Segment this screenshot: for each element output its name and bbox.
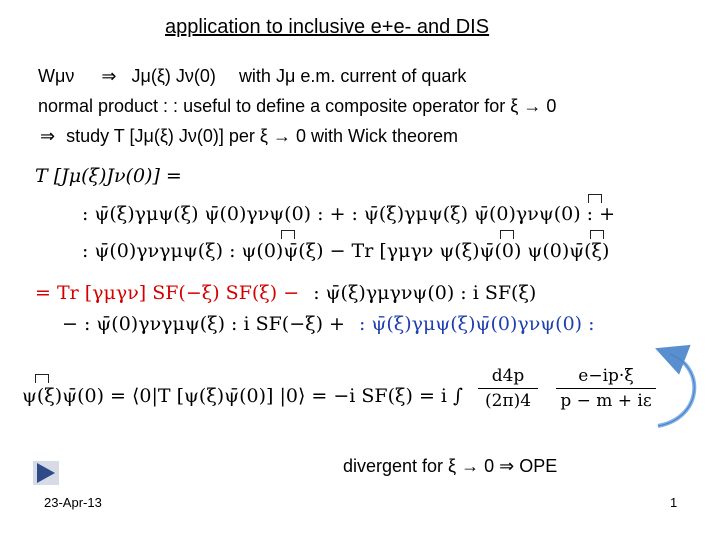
propagator-term-2: − : ψ̄(0)γνγμψ(ξ) : i SF(−ξ) + xyxy=(62,313,345,335)
equation-line-2: : ψ̄(ξ)γμψ(ξ) ψ̄(0)γνψ(0) : + : ψ̄(ξ)γμψ(ξ) ψ̄(0)γνψ(0) : + xyxy=(82,203,616,225)
fraction-1-denominator: (2π)4 xyxy=(478,388,538,411)
implies-arrow-2: ⇒ xyxy=(40,126,56,146)
trace-term: = Tr [γμγν] SF(−ξ) SF(ξ) − xyxy=(35,282,300,304)
equation-line-3: : ψ̄(0)γνγμψ(ξ) : ψ(0)ψ̄(ξ) − Tr [γμγν ψ(ξ)ψ̄(0) ψ(0)ψ̄(ξ) xyxy=(82,240,610,262)
fraction-2-denominator: p − m + iε xyxy=(556,388,656,411)
contraction-bracket xyxy=(281,230,295,239)
implies-arrow: ⇒ xyxy=(101,66,117,86)
current-product: Jμ(ξ) Jν(0) xyxy=(131,66,216,86)
divergent-note: divergent for ξ → 0 ⇒ OPE xyxy=(343,456,558,476)
propagator-term: : ψ̄(ξ)γμγνψ(0) : i SF(ξ) xyxy=(313,282,537,304)
contraction-bracket xyxy=(500,230,514,239)
fraction-1 xyxy=(478,366,538,411)
line-normal-product: normal product : : useful to define a composite operator for ξ → 0 xyxy=(38,96,557,116)
footer-date: 23-Apr-13 xyxy=(44,495,102,510)
line-wmunu xyxy=(38,66,466,87)
equation-line-5 xyxy=(62,313,595,335)
contraction-bracket xyxy=(35,374,49,383)
contraction-bracket xyxy=(590,230,604,239)
fraction-1-numerator: d4p xyxy=(491,366,525,386)
fraction-2-numerator: e−ip·ξ xyxy=(578,366,634,386)
slide-title: application to inclusive e+e- and DIS xyxy=(165,16,490,38)
contraction-bracket xyxy=(588,194,602,203)
equation-t-product: T [Jμ(ξ)Jν(0)] = xyxy=(35,165,182,187)
line-study xyxy=(40,126,458,147)
w-tensor: Wμν xyxy=(38,66,75,86)
current-description: with Jμ e.m. current of quark xyxy=(238,66,467,86)
study-text: study T [Jμ(ξ) Jν(0)] per ξ → 0 with Wick theorem xyxy=(66,126,459,146)
normal-ordered-term: : ψ̄(ξ)γμψ(ξ)ψ̄(0)γνψ(0) : xyxy=(359,313,595,335)
curved-arrow-icon xyxy=(640,338,712,438)
next-slide-button[interactable] xyxy=(33,461,59,485)
equation-propagator: ψ(ξ)ψ̄(0) = ⟨0|T [ψ(ξ)ψ̄(0)] |0⟩ = −i SF(ξ) = i ∫ xyxy=(22,385,463,407)
play-icon xyxy=(37,463,55,483)
equation-line-4 xyxy=(35,282,536,304)
page-number: 1 xyxy=(670,495,678,510)
